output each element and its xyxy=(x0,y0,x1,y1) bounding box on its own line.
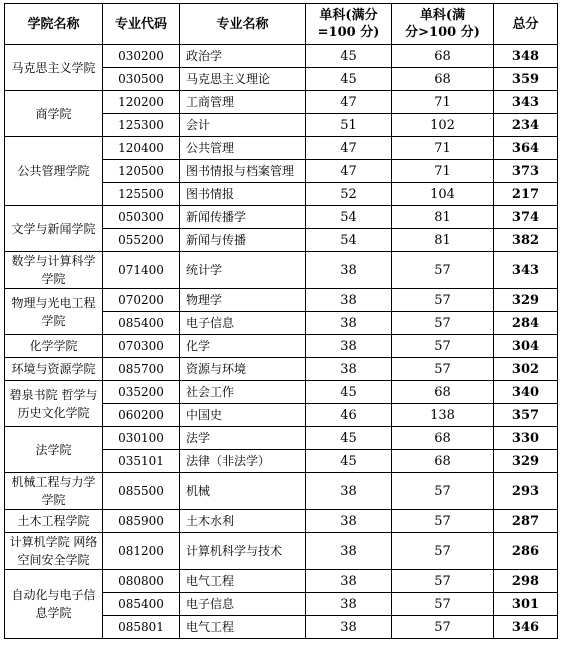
single-gt100-cell: 71 xyxy=(392,91,494,114)
major-cell: 电气工程 xyxy=(180,616,306,639)
code-cell: 120500 xyxy=(103,160,180,183)
header-single-100-line2: =100 分) xyxy=(317,25,380,40)
header-single-gt100 xyxy=(392,4,494,45)
single-100-cell: 38 xyxy=(306,335,392,358)
total-cell: 304 xyxy=(494,335,558,358)
total-cell: 284 xyxy=(494,312,558,335)
major-cell: 法学 xyxy=(180,427,306,450)
score-table-container xyxy=(4,3,558,639)
college-cell: 自动化与电子信息学院 xyxy=(5,570,103,639)
major-cell: 社会工作 xyxy=(180,381,306,404)
table-row xyxy=(5,137,558,160)
major-cell: 计算机科学与技术 xyxy=(180,533,306,570)
header-row xyxy=(5,4,558,45)
major-cell: 电子信息 xyxy=(180,593,306,616)
total-cell: 234 xyxy=(494,114,558,137)
total-cell: 217 xyxy=(494,183,558,206)
code-cell: 085500 xyxy=(103,473,180,510)
single-gt100-cell: 68 xyxy=(392,45,494,68)
single-100-cell: 45 xyxy=(306,68,392,91)
single-100-cell: 54 xyxy=(306,229,392,252)
single-100-cell: 45 xyxy=(306,381,392,404)
major-cell: 会计 xyxy=(180,114,306,137)
header-single-gt100-line2: 分>100 分) xyxy=(405,25,480,40)
total-cell: 357 xyxy=(494,404,558,427)
header-single-100 xyxy=(306,4,392,45)
header-single-gt100-line1: 单科(满 xyxy=(419,8,466,23)
table-header xyxy=(5,4,558,45)
major-cell: 电子信息 xyxy=(180,312,306,335)
code-cell: 120200 xyxy=(103,91,180,114)
code-cell: 085400 xyxy=(103,593,180,616)
code-cell: 125300 xyxy=(103,114,180,137)
table-row xyxy=(5,570,558,593)
major-cell: 图书情报 xyxy=(180,183,306,206)
table-body xyxy=(5,45,558,639)
table-row xyxy=(5,45,558,68)
college-cell: 商学院 xyxy=(5,91,103,137)
single-gt100-cell: 57 xyxy=(392,593,494,616)
single-gt100-cell: 104 xyxy=(392,183,494,206)
total-cell: 348 xyxy=(494,45,558,68)
single-100-cell: 38 xyxy=(306,289,392,312)
single-gt100-cell: 57 xyxy=(392,510,494,533)
table-row xyxy=(5,427,558,450)
single-gt100-cell: 68 xyxy=(392,450,494,473)
score-table xyxy=(4,3,558,639)
table-row xyxy=(5,335,558,358)
major-cell: 电气工程 xyxy=(180,570,306,593)
major-cell: 马克思主义理论 xyxy=(180,68,306,91)
college-cell: 马克思主义学院 xyxy=(5,45,103,91)
single-100-cell: 38 xyxy=(306,312,392,335)
code-cell: 050300 xyxy=(103,206,180,229)
major-cell: 资源与环境 xyxy=(180,358,306,381)
single-gt100-cell: 71 xyxy=(392,137,494,160)
single-gt100-cell: 57 xyxy=(392,358,494,381)
college-cell: 物理与光电工程学院 xyxy=(5,289,103,335)
single-100-cell: 38 xyxy=(306,358,392,381)
code-cell: 080800 xyxy=(103,570,180,593)
total-cell: 287 xyxy=(494,510,558,533)
college-cell: 碧泉书院 哲学与历史文化学院 xyxy=(5,381,103,427)
college-cell: 计算机学院 网络空间安全学院 xyxy=(5,533,103,570)
total-cell: 286 xyxy=(494,533,558,570)
single-100-cell: 47 xyxy=(306,137,392,160)
major-cell: 新闻与传播 xyxy=(180,229,306,252)
total-cell: 329 xyxy=(494,450,558,473)
table-row xyxy=(5,91,558,114)
total-cell: 301 xyxy=(494,593,558,616)
code-cell: 120400 xyxy=(103,137,180,160)
single-100-cell: 38 xyxy=(306,616,392,639)
table-row xyxy=(5,510,558,533)
single-100-cell: 45 xyxy=(306,427,392,450)
table-row xyxy=(5,358,558,381)
single-gt100-cell: 68 xyxy=(392,68,494,91)
total-cell: 298 xyxy=(494,570,558,593)
single-100-cell: 47 xyxy=(306,91,392,114)
college-cell: 公共管理学院 xyxy=(5,137,103,206)
major-cell: 工商管理 xyxy=(180,91,306,114)
header-college: 学院名称 xyxy=(5,4,103,45)
code-cell: 085400 xyxy=(103,312,180,335)
single-100-cell: 38 xyxy=(306,570,392,593)
single-100-cell: 54 xyxy=(306,206,392,229)
single-gt100-cell: 57 xyxy=(392,252,494,289)
total-cell: 329 xyxy=(494,289,558,312)
major-cell: 新闻传播学 xyxy=(180,206,306,229)
college-cell: 数学与计算科学学院 xyxy=(5,252,103,289)
table-row xyxy=(5,473,558,510)
code-cell: 030200 xyxy=(103,45,180,68)
single-gt100-cell: 71 xyxy=(392,160,494,183)
single-100-cell: 38 xyxy=(306,533,392,570)
major-cell: 法律（非法学） xyxy=(180,450,306,473)
code-cell: 035101 xyxy=(103,450,180,473)
header-major: 专业名称 xyxy=(180,4,306,45)
major-cell: 土木水利 xyxy=(180,510,306,533)
single-gt100-cell: 57 xyxy=(392,533,494,570)
single-gt100-cell: 68 xyxy=(392,427,494,450)
total-cell: 359 xyxy=(494,68,558,91)
code-cell: 030100 xyxy=(103,427,180,450)
college-cell: 环境与资源学院 xyxy=(5,358,103,381)
single-gt100-cell: 81 xyxy=(392,229,494,252)
college-cell: 文学与新闻学院 xyxy=(5,206,103,252)
code-cell: 070200 xyxy=(103,289,180,312)
major-cell: 政治学 xyxy=(180,45,306,68)
code-cell: 081200 xyxy=(103,533,180,570)
total-cell: 382 xyxy=(494,229,558,252)
single-gt100-cell: 57 xyxy=(392,312,494,335)
total-cell: 373 xyxy=(494,160,558,183)
total-cell: 346 xyxy=(494,616,558,639)
code-cell: 085700 xyxy=(103,358,180,381)
single-gt100-cell: 57 xyxy=(392,570,494,593)
single-100-cell: 38 xyxy=(306,473,392,510)
header-code: 专业代码 xyxy=(103,4,180,45)
major-cell: 物理学 xyxy=(180,289,306,312)
major-cell: 机械 xyxy=(180,473,306,510)
major-cell: 化学 xyxy=(180,335,306,358)
single-gt100-cell: 102 xyxy=(392,114,494,137)
major-cell: 统计学 xyxy=(180,252,306,289)
total-cell: 293 xyxy=(494,473,558,510)
single-gt100-cell: 57 xyxy=(392,335,494,358)
single-100-cell: 51 xyxy=(306,114,392,137)
single-gt100-cell: 57 xyxy=(392,473,494,510)
college-cell: 化学学院 xyxy=(5,335,103,358)
single-100-cell: 47 xyxy=(306,160,392,183)
code-cell: 085900 xyxy=(103,510,180,533)
total-cell: 343 xyxy=(494,252,558,289)
single-gt100-cell: 57 xyxy=(392,289,494,312)
code-cell: 125500 xyxy=(103,183,180,206)
table-row xyxy=(5,289,558,312)
single-100-cell: 38 xyxy=(306,510,392,533)
single-100-cell: 45 xyxy=(306,450,392,473)
code-cell: 060200 xyxy=(103,404,180,427)
code-cell: 085801 xyxy=(103,616,180,639)
total-cell: 343 xyxy=(494,91,558,114)
total-cell: 364 xyxy=(494,137,558,160)
single-100-cell: 38 xyxy=(306,252,392,289)
college-cell: 土木工程学院 xyxy=(5,510,103,533)
major-cell: 中国史 xyxy=(180,404,306,427)
major-cell: 图书情报与档案管理 xyxy=(180,160,306,183)
table-row xyxy=(5,206,558,229)
total-cell: 374 xyxy=(494,206,558,229)
table-row xyxy=(5,252,558,289)
single-100-cell: 52 xyxy=(306,183,392,206)
single-100-cell: 45 xyxy=(306,45,392,68)
single-100-cell: 46 xyxy=(306,404,392,427)
total-cell: 302 xyxy=(494,358,558,381)
total-cell: 330 xyxy=(494,427,558,450)
single-gt100-cell: 138 xyxy=(392,404,494,427)
single-gt100-cell: 81 xyxy=(392,206,494,229)
college-cell: 机械工程与力学学院 xyxy=(5,473,103,510)
single-100-cell: 38 xyxy=(306,593,392,616)
header-total: 总分 xyxy=(494,4,558,45)
header-single-100-line1: 单科(满分 xyxy=(319,8,378,23)
single-gt100-cell: 68 xyxy=(392,381,494,404)
code-cell: 035200 xyxy=(103,381,180,404)
single-gt100-cell: 57 xyxy=(392,616,494,639)
code-cell: 070300 xyxy=(103,335,180,358)
college-cell: 法学院 xyxy=(5,427,103,473)
major-cell: 公共管理 xyxy=(180,137,306,160)
total-cell: 340 xyxy=(494,381,558,404)
code-cell: 055200 xyxy=(103,229,180,252)
table-row xyxy=(5,381,558,404)
table-row xyxy=(5,533,558,570)
code-cell: 071400 xyxy=(103,252,180,289)
code-cell: 030500 xyxy=(103,68,180,91)
